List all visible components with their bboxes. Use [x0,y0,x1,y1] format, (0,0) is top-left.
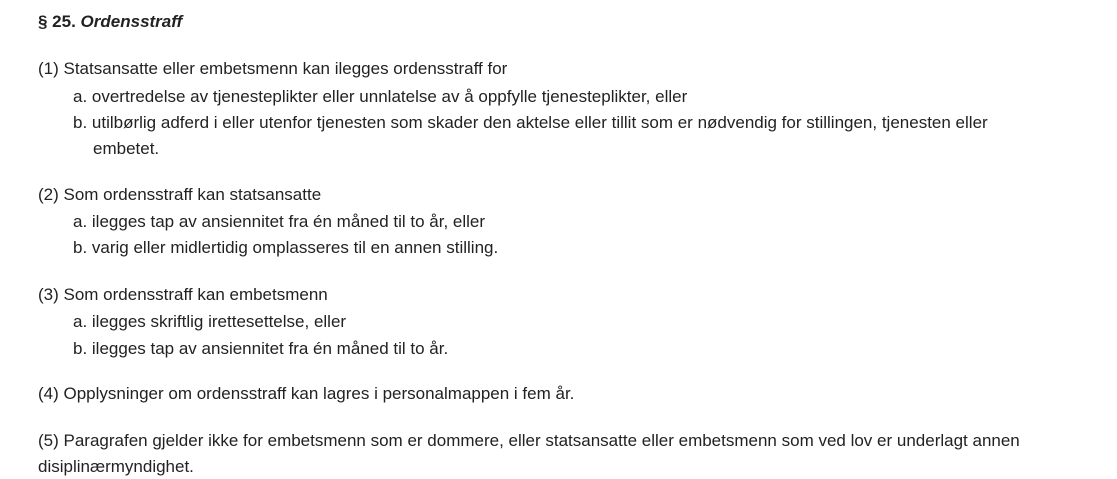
section-heading [38,12,182,32]
section-title: Ordensstraff [80,12,183,31]
paragraph-5-line-2: disiplinærmyndighet. [38,457,194,476]
paragraph-1-item-b-continued: embetet. [93,139,160,158]
paragraph-3-item-b: b. ilegges tap av ansiennitet fra én måned til to år. [73,339,449,358]
paragraph-4: (4) Opplysninger om ordensstraff kan lagres i personalmappen i fem år. [38,384,575,403]
paragraph-2-intro: (2) Som ordensstraff kan statsansatte [38,185,322,204]
paragraph-2-item-b: b. varig eller midlertidig omplasseres til en annen stilling. [73,238,499,257]
paragraph-1-intro: (1) Statsansatte eller embetsmenn kan ilegges ordensstraff for [38,59,508,78]
paragraph-5-line-1: (5) Paragrafen gjelder ikke for embetsmenn som er dommere, eller statsansatte eller embetsmenn som ved lov er underlagt annen [38,431,1020,450]
paragraph-3-item-a: a. ilegges skriftlig irettesettelse, eller [73,312,347,331]
paragraph-2-item-a: a. ilegges tap av ansiennitet fra én måned til to år, eller [73,212,486,231]
paragraph-1-item-b: b. utilbørlig adferd i eller utenfor tjenesten som skader den aktelse eller tillit som er nødvendig for stillingen, tjenesten eller [73,113,988,132]
paragraph-3-intro: (3) Som ordensstraff kan embetsmenn [38,285,328,304]
section-number: § 25. [38,12,76,31]
paragraph-1-item-a: a. overtredelse av tjenesteplikter eller unnlatelse av å oppfylle tjenesteplikter, eller [73,87,688,106]
